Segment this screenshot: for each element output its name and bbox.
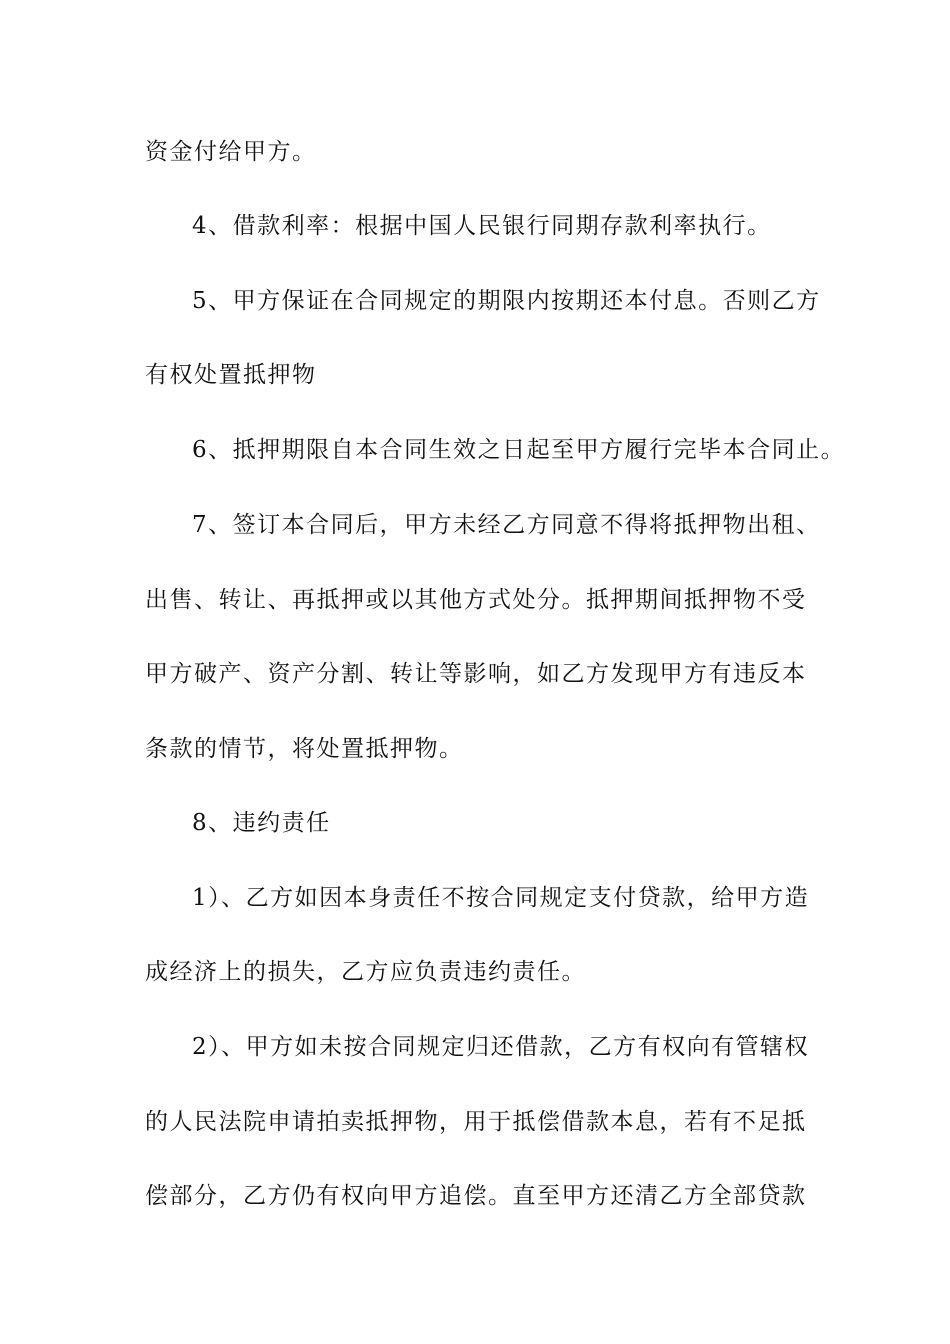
text-line: 6、抵押期限自本合同生效之日起至甲方履行完毕本合同止。 (192, 437, 846, 463)
text-line: 偿部分，乙方仍有权向甲方追偿。直至甲方还清乙方全部贷款 (145, 1183, 807, 1209)
text-line: 的人民法院申请拍卖抵押物，用于抵偿借款本息，若有不足抵 (145, 1109, 807, 1135)
text-line: 1）、乙方如因本身责任不按合同规定支付贷款，给甲方造 (192, 885, 810, 911)
text-line: 甲方破产、资产分割、转让等影响，如乙方发现甲方有违反本 (145, 661, 807, 687)
text-line: 7、签订本合同后，甲方未经乙方同意不得将抵押物出租、 (192, 512, 821, 538)
text-line: 2）、甲方如未按合同规定归还借款，乙方有权向有管辖权 (192, 1034, 810, 1060)
text-line: 出售、转让、再抵押或以其他方式处分。抵押期间抵押物不受 (145, 587, 807, 613)
text-line: 5、甲方保证在合同规定的期限内按期还本付息。否则乙方 (192, 288, 821, 314)
text-line: 条款的情节，将处置抵押物。 (145, 736, 464, 762)
text-line: 成经济上的损失，乙方应负责违约责任。 (145, 959, 586, 985)
text-line: 8、违约责任 (192, 810, 331, 836)
text-line: 资金付给甲方。 (145, 139, 317, 165)
text-line: 有权处置抵押物 (145, 362, 317, 388)
text-line: 4、借款利率：根据中国人民银行同期存款利率执行。 (192, 213, 772, 239)
